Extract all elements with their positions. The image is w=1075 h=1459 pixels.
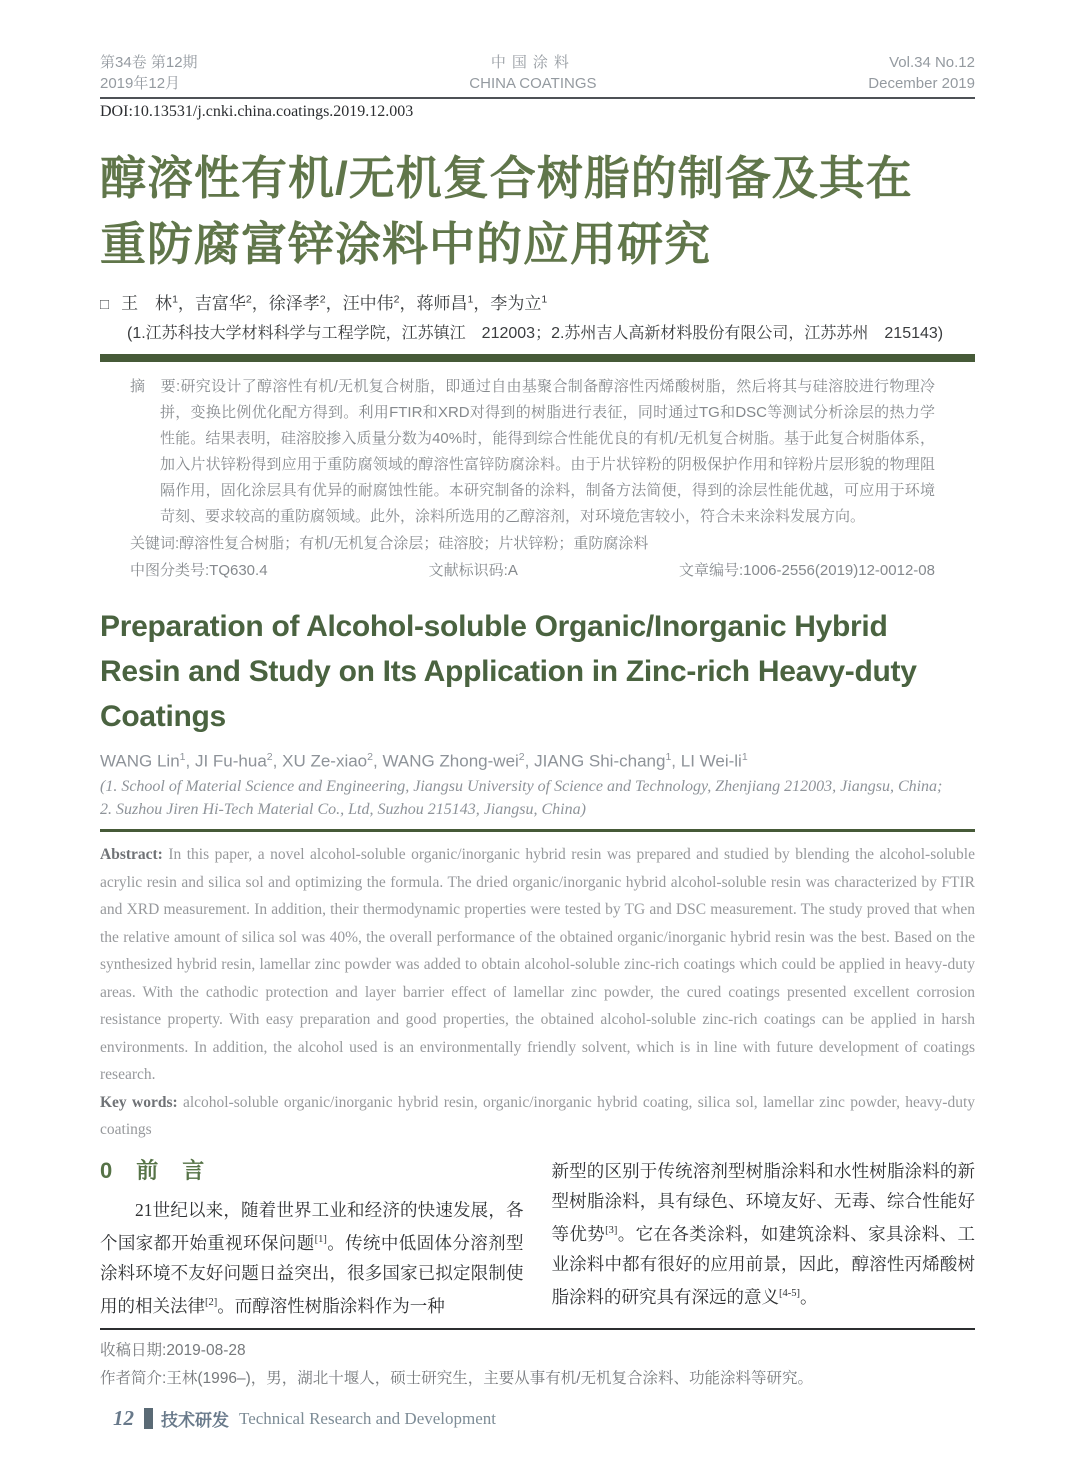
article-title-cn-line1: 醇溶性有机/无机复合树脂的制备及其在 — [100, 152, 913, 204]
keywords-cn-text: 醇溶性复合树脂；有机/无机复合涂层；硅溶胶；片状锌粉；重防腐涂料 — [179, 534, 649, 552]
abstract-cn-paragraph — [130, 374, 935, 530]
page-footer — [113, 1406, 496, 1431]
journal-title-en: CHINA COATINGS — [469, 75, 597, 92]
article-id-value: 1006-2556(2019)12-0012-08 — [743, 561, 935, 579]
article-title-cn-line2: 重防腐富锌涂料中的应用研究 — [100, 218, 711, 270]
authors-en: WANG Lin$^1$, JI Fu-hua$^2$, XU Ze-xiao$^2$, WANG Zhong-wei$^2$, JIANG Shi-chang$^1$, LI Wei-$li^1$ — [100, 750, 748, 771]
footnote-block — [100, 1337, 975, 1393]
author-marker-square-icon: □ — [100, 295, 110, 313]
abstract-cn-section — [100, 362, 975, 588]
received-date-value: 2019-08-28 — [166, 1342, 246, 1360]
clc-item — [130, 558, 268, 584]
received-date-line — [100, 1337, 975, 1365]
keywords-cn-line — [130, 531, 935, 557]
footer-section-en: Technical Research and Development — [239, 1408, 497, 1428]
author-bio-label: 作者简介: — [100, 1370, 167, 1388]
date-cn: 2019年12月 — [100, 75, 181, 92]
article-id-item — [679, 558, 935, 584]
intro-heading — [100, 1156, 524, 1186]
header-center — [469, 52, 596, 94]
doc-code-label: 文献标识码: — [428, 561, 508, 579]
clc-value: TQ630.4 — [209, 561, 268, 579]
journal-header — [100, 52, 975, 94]
article-id-label: 文章编号: — [678, 561, 744, 579]
intro-column-right — [552, 1156, 976, 1321]
clc-label: 中图分类号: — [130, 561, 210, 579]
abstract-cn-text: 研究设计了醇溶性有机/无机复合树脂，即通过自由基聚合制备醇溶性丙烯酸树脂，然后将其与硅溶胶进行物理冷拼，变换比例优化配方得到。利用FTIR和XRD对得到的树脂进行表征，同时通过TG和DSC等测试分析涂层的热力学性能。结果表明，硅溶胶掺入质量分数为40%时，能得到综合性能优良的有机/无机复合树脂。基于此复合树脂体系，加入片状锌粉得到应用于重防腐领域的醇溶性富锌防腐涂料。由于片状锌粉的阴极保护作用和锌粉片层形貌的物理阻隔作用，固化涂层具有优异的耐腐蚀性能。本研究制备的涂料，制备方法简便，得到的涂层性能优越，可应用于环境苛刻、要求较高的重防腐领域。此外，涂料所选用的乙醇溶剂，对环境危害较小，符合未来涂料发展方向。 — [160, 377, 935, 525]
abstract-top-bar — [100, 354, 975, 362]
authors-cn-names: 王 林$^1$，吉富华$^2$，徐泽孝$^2$，汪中伟$^2$，蒋师昌$^1$，李为立$^1$ — [121, 293, 548, 313]
intro-heading-number: 0 — [100, 1157, 113, 1183]
date-en: December 2019 — [868, 75, 975, 92]
keywords-cn-label: 关键词: — [130, 534, 180, 552]
abstract-en-divider — [100, 829, 975, 832]
abstract-en-paragraph — [100, 841, 975, 1089]
intro-paragraph-right: 新型的区别于传统溶剂型树脂涂料和水性树脂涂料的新型树脂涂料，具有绿色、环境友好、无毒、综合性能好等优势[3]。它在各类涂料，如建筑涂料、家具涂料、工业涂料中都有很好的应用前景，因此，醇溶性丙烯酸树脂涂料的研究具有深远的意义[4-5]。 — [551, 1160, 976, 1307]
volume-issue-en: Vol.34 No.12 — [889, 54, 975, 71]
footer-section-cn: 技术研发 — [161, 1411, 229, 1430]
article-title-cn — [100, 145, 975, 277]
affiliation-en-line1: (1. School of Material Science and Engineering, Jiangsu University of Science and Technology, Zhenjiang 212003, Jiangsu, China; — [100, 778, 943, 796]
article-title-en: Preparation of Alcohol-soluble Organic/Inorganic Hybrid Resin and Study on Its Application in Zinc-rich Heavy-duty Coatings — [100, 609, 917, 733]
abstract-cn-label: 摘 要: — [130, 377, 181, 395]
author-bio-line — [100, 1365, 975, 1393]
header-left — [100, 52, 198, 94]
page-number: 12 — [113, 1406, 134, 1430]
header-right — [868, 52, 975, 94]
journal-title-cn: 中国涂料 — [490, 54, 575, 71]
keywords-en-line — [100, 1089, 975, 1144]
abstract-en-label: Abstract: — [100, 846, 163, 864]
affiliation-en — [100, 775, 975, 821]
doc-code-item — [429, 558, 518, 584]
volume-issue-cn: 第34卷 第12期 — [100, 54, 198, 71]
abstract-en-text: In this paper, a novel alcohol-soluble organic/inorganic hybrid resin was prepared and studied by blending the alcohol-soluble acrylic resin and silica sol and optimizing the formula. The dried organic/inorganic hybrid alcohol-soluble resin was characterized by FTIR and XRD measurement. In addition, their thermodynamic properties were tested by TG and DSC measurement. The study proved that when the relative amount of silica sol was 40%, the overall performance of the obtained organic/inorganic hybrid resin was the best. Based on the synthesized hybrid resin, lamellar zinc powder was added to obtain alcohol-soluble zinc-rich coatings which could be applied in heavy-duty areas. With the cathodic protection and layer barrier effect of lamellar zinc powder, the cured coatings presented excellent corrosion resistance property. With easy preparation and good properties, the obtained alcohol-soluble zinc-rich coatings can be applied in harsh environments. In addition, the alcohol used is an environmentally friendly solvent, which is in line with future development of coatings research. — [100, 846, 975, 1084]
intro-column-left — [100, 1156, 524, 1321]
intro-paragraph-left: 21世纪以来，随着世界工业和经济的快速发展，各个国家都开始重视环保问题[1]。传统中低固体分溶剂型涂料环境不友好问题日益突出，很多国家已拟定限制使用的相关法律[2]。而醇溶性树脂涂料作为一种 — [100, 1199, 524, 1316]
intro-heading-text: 前言 — [136, 1157, 229, 1183]
footnote-divider — [100, 1328, 975, 1330]
doc-code-value: A — [507, 561, 518, 579]
doi-line: DOI:10.13531/j.cnki.china.coatings.2019.12.003 — [100, 103, 414, 120]
intro-columns — [100, 1156, 975, 1321]
keywords-en-label: Key words: — [100, 1093, 178, 1111]
received-date-label: 收稿日期: — [100, 1342, 167, 1360]
footer-bar-icon — [144, 1408, 153, 1429]
authors-cn — [100, 287, 975, 317]
author-bio-text: 王林(1996–)，男，湖北十堰人，硕士研究生，主要从事有机/无机复合涂料、功能涂料等研究。 — [166, 1370, 814, 1388]
keywords-en-text: alcohol-soluble organic/inorganic hybrid resin, organic/inorganic hybrid coating, silica sol, lamellar zinc powder, heavy-duty coatings — [100, 1093, 976, 1139]
header-divider — [100, 97, 975, 99]
classification-row — [130, 558, 935, 584]
affiliation-cn: (1.江苏科技大学材料科学与工程学院，江苏镇江 212003；2.苏州吉人高新材料股份有限公司，江苏苏州 215143) — [127, 324, 944, 342]
affiliation-en-line2: 2. Suzhou Jiren Hi-Tech Material Co., Ltd, Suzhou 215143, Jiangsu, China) — [100, 801, 586, 819]
